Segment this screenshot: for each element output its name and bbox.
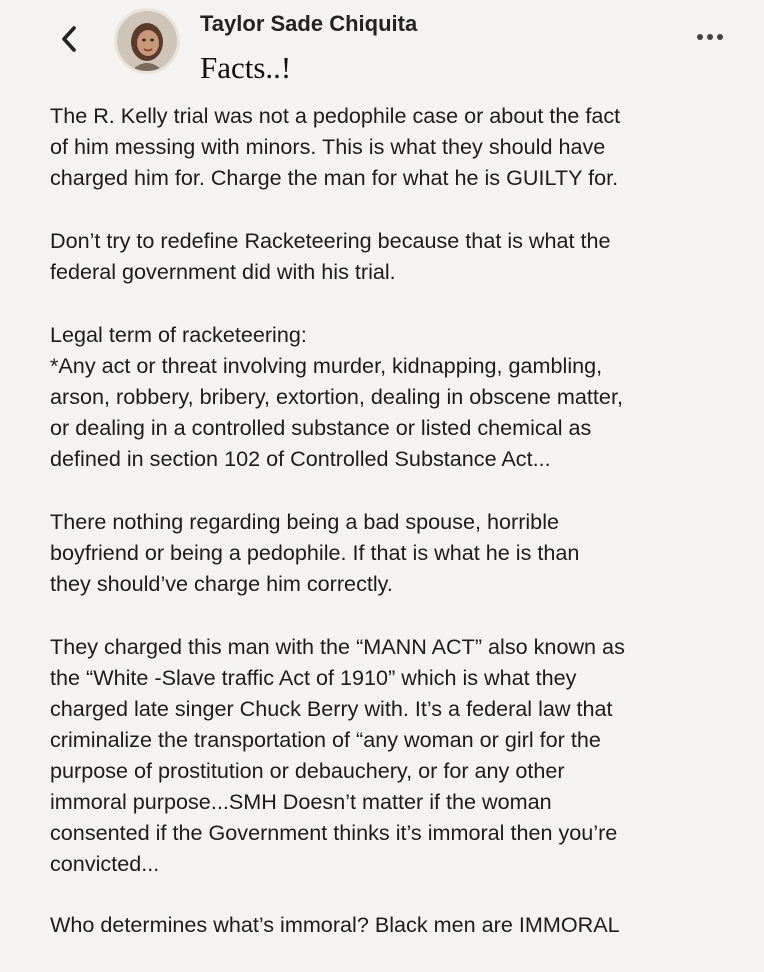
post-text-line: The R. Kelly trial was not a pedophile case or about the fact	[50, 103, 621, 128]
post-text-line: They charged this man with the “MANN ACT” also known as	[50, 634, 625, 659]
post-text-line: criminalize the transportation of “any woman or girl for the	[50, 727, 601, 752]
post-text-line: the “White -Slave traffic Act of 1910” which is what they	[50, 665, 577, 690]
post-title: Facts..!	[200, 50, 292, 85]
post-body	[50, 100, 750, 972]
post-text-line: defined in section 102 of Controlled Substance Act...	[50, 446, 551, 471]
author-name[interactable]: Taylor Sade Chiquita	[200, 11, 418, 36]
post-text-line: charged him for. Charge the man for what he is GUILTY for.	[50, 165, 619, 190]
more-options-icon	[695, 33, 725, 41]
post-text-line: convicted...	[50, 851, 160, 876]
post-text-line: There nothing regarding being a bad spouse, horrible	[50, 509, 560, 534]
back-button[interactable]	[52, 22, 86, 56]
avatar[interactable]	[114, 8, 180, 74]
post-text-line: charged late singer Chuck Berry with. It’s a federal law that	[50, 696, 613, 721]
post-paragraph	[50, 909, 750, 940]
profile-avatar	[117, 11, 177, 71]
chevron-left-icon	[59, 24, 79, 54]
post-header	[0, 0, 764, 100]
post-text-line: Who determines what’s immoral? Black men are IMMORAL	[50, 912, 620, 937]
post-text-line: immoral purpose...SMH Doesn’t matter if the woman	[50, 789, 552, 814]
more-options-button[interactable]	[692, 26, 728, 48]
post-paragraph	[50, 506, 750, 599]
post-text-line: *Any act or threat involving murder, kidnapping, gambling,	[50, 353, 603, 378]
post-text-line: federal government did with his trial.	[50, 259, 396, 284]
post-paragraph	[50, 631, 750, 879]
post-text-line: purpose of prostitution or debauchery, or for any other	[50, 758, 565, 783]
post-paragraph	[50, 100, 750, 193]
post-text-line: boyfriend or being a pedophile. If that is what he is than	[50, 540, 580, 565]
post-paragraph	[50, 319, 750, 474]
post-text-line: Legal term of racketeering:	[50, 322, 307, 347]
post-text-line: Don’t try to redefine Racketeering because that is what the	[50, 228, 611, 253]
post-text-line: they should’ve charge him correctly.	[50, 571, 393, 596]
post-text-line: or dealing in a controlled substance or listed chemical as	[50, 415, 592, 440]
post-paragraph	[50, 225, 750, 287]
post-text-line: consented if the Government thinks it’s immoral then you’re	[50, 820, 618, 845]
post-text-line: arson, robbery, bribery, extortion, dealing in obscene matter,	[50, 384, 623, 409]
post-text-line: of him messing with minors. This is what they should have	[50, 134, 606, 159]
